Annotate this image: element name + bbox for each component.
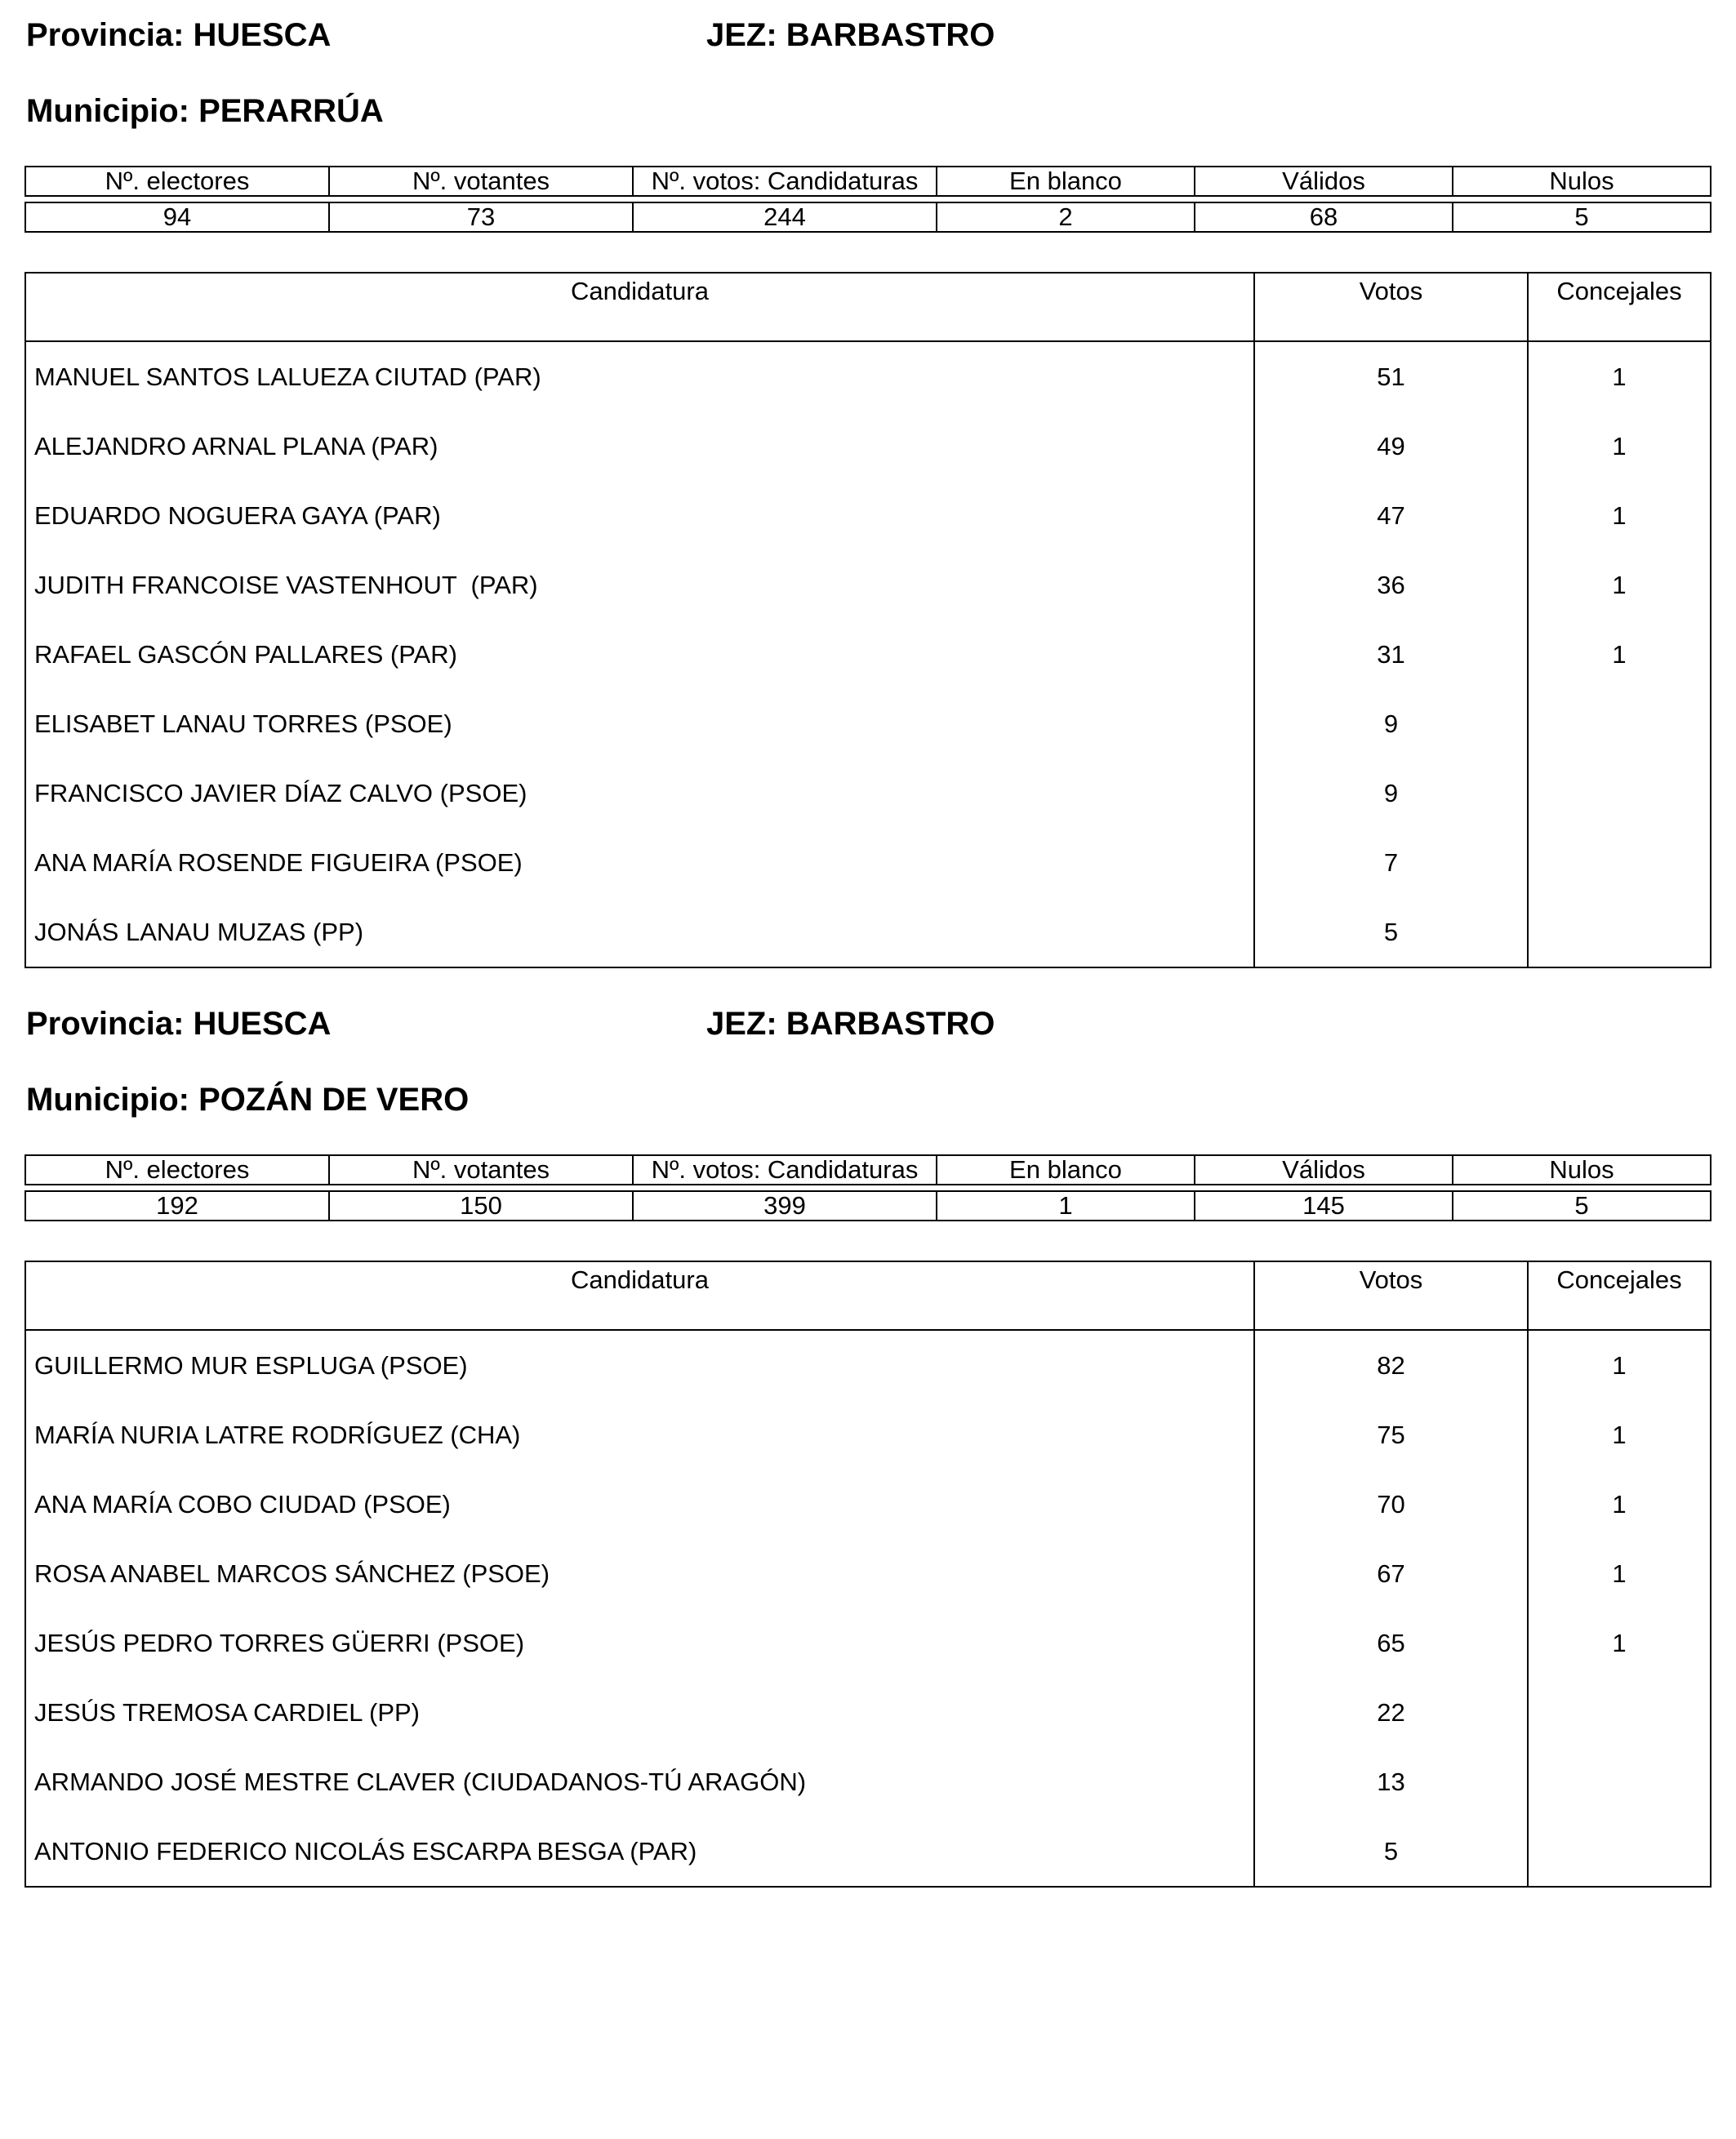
municipality-title: Municipio: PERARRÚA xyxy=(26,93,384,129)
candidate-councillors xyxy=(1528,1747,1711,1817)
table-row xyxy=(25,897,1711,967)
candidate-councillors: 1 xyxy=(1528,1400,1711,1470)
candidate-name: ARMANDO JOSÉ MESTRE CLAVER (CIUDADANOS-TÚ ARAGÓN) xyxy=(25,1747,1254,1817)
summary-value-cell: 150 xyxy=(329,1191,633,1221)
table-row xyxy=(25,1470,1711,1539)
summary-value-row xyxy=(25,1191,1711,1221)
summary-value-cell: 192 xyxy=(25,1191,329,1221)
summary-header-cell: Nº. electores xyxy=(25,1155,329,1185)
province-label: Provincia: HUESCA xyxy=(26,17,332,53)
summary-table xyxy=(24,1154,1712,1221)
candidate-name: GUILLERMO MUR ESPLUGA (PSOE) xyxy=(25,1330,1254,1400)
table-row xyxy=(25,1539,1711,1608)
candidate-name: RAFAEL GASCÓN PALLARES (PAR) xyxy=(25,620,1254,689)
candidate-votes: 9 xyxy=(1254,689,1528,758)
candidate-councillors: 1 xyxy=(1528,620,1711,689)
summary-value-cell: 68 xyxy=(1195,202,1453,232)
table-row xyxy=(25,758,1711,828)
candidate-name: ANTONIO FEDERICO NICOLÁS ESCARPA BESGA (PAR) xyxy=(25,1817,1254,1887)
candidate-councillors: 1 xyxy=(1528,341,1711,411)
summary-value-cell: 5 xyxy=(1453,1191,1711,1221)
candidate-votes: 36 xyxy=(1254,550,1528,620)
summary-header-cell: Nulos xyxy=(1453,1155,1711,1185)
candidate-votes: 22 xyxy=(1254,1678,1528,1747)
summary-value-cell: 73 xyxy=(329,202,633,232)
votos-header: Votos xyxy=(1254,1261,1528,1330)
candidate-councillors xyxy=(1528,1678,1711,1747)
candidate-votes: 47 xyxy=(1254,481,1528,550)
candidate-votes: 5 xyxy=(1254,897,1528,967)
candidate-votes: 31 xyxy=(1254,620,1528,689)
summary-header-cell: Nº. votos: Candidaturas xyxy=(633,1155,937,1185)
summary-header-cell: Nulos xyxy=(1453,167,1711,196)
candidate-councillors xyxy=(1528,828,1711,897)
summary-value-cell: 244 xyxy=(633,202,937,232)
candidate-votes: 7 xyxy=(1254,828,1528,897)
municipality-title: Municipio: POZÁN DE VERO xyxy=(26,1082,470,1118)
jez-label: JEZ: BARBASTRO xyxy=(706,17,995,53)
summary-header-cell: Válidos xyxy=(1195,167,1453,196)
summary-value-cell: 399 xyxy=(633,1191,937,1221)
summary-value-cell: 94 xyxy=(25,202,329,232)
candidate-councillors xyxy=(1528,1817,1711,1887)
candidate-name: JESÚS TREMOSA CARDIEL (PP) xyxy=(25,1678,1254,1747)
candidate-name: MARÍA NURIA LATRE RODRÍGUEZ (CHA) xyxy=(25,1400,1254,1470)
candidate-councillors: 1 xyxy=(1528,481,1711,550)
summary-header-cell: Válidos xyxy=(1195,1155,1453,1185)
summary-value-cell: 1 xyxy=(937,1191,1195,1221)
table-row xyxy=(25,1817,1711,1887)
province-label: Provincia: HUESCA xyxy=(26,1006,332,1042)
candidate-votes: 9 xyxy=(1254,758,1528,828)
section-header xyxy=(24,1003,1710,1044)
summary-header-cell: Nº. votantes xyxy=(329,167,633,196)
candidate-councillors xyxy=(1528,897,1711,967)
summary-header-cell: Nº. votos: Candidaturas xyxy=(633,167,937,196)
table-row xyxy=(25,689,1711,758)
candidate-votes: 51 xyxy=(1254,341,1528,411)
candidate-name: JESÚS PEDRO TORRES GÜERRI (PSOE) xyxy=(25,1608,1254,1678)
summary-table xyxy=(24,166,1712,233)
candidate-name: FRANCISCO JAVIER DÍAZ CALVO (PSOE) xyxy=(25,758,1254,828)
candidate-councillors: 1 xyxy=(1528,1608,1711,1678)
table-row xyxy=(25,1330,1711,1400)
candidates-table xyxy=(24,272,1712,968)
candidatura-header: Candidatura xyxy=(25,1261,1254,1330)
candidate-name: MANUEL SANTOS LALUEZA CIUTAD (PAR) xyxy=(25,341,1254,411)
table-row xyxy=(25,1747,1711,1817)
candidate-councillors: 1 xyxy=(1528,550,1711,620)
candidate-name: ELISABET LANAU TORRES (PSOE) xyxy=(25,689,1254,758)
candidate-votes: 70 xyxy=(1254,1470,1528,1539)
table-row xyxy=(25,1608,1711,1678)
table-row xyxy=(25,550,1711,620)
table-row xyxy=(25,481,1711,550)
candidate-councillors: 1 xyxy=(1528,411,1711,481)
jez-label: JEZ: BARBASTRO xyxy=(706,1006,995,1042)
candidate-votes: 5 xyxy=(1254,1817,1528,1887)
candidate-councillors: 1 xyxy=(1528,1330,1711,1400)
candidate-name: ANA MARÍA ROSENDE FIGUEIRA (PSOE) xyxy=(25,828,1254,897)
candidate-name: JONÁS LANAU MUZAS (PP) xyxy=(25,897,1254,967)
table-row xyxy=(25,411,1711,481)
candidate-name: JUDITH FRANCOISE VASTENHOUT (PAR) xyxy=(25,550,1254,620)
summary-header-row xyxy=(25,1155,1711,1185)
candidate-name: ALEJANDRO ARNAL PLANA (PAR) xyxy=(25,411,1254,481)
table-row xyxy=(25,1678,1711,1747)
votos-header: Votos xyxy=(1254,273,1528,341)
summary-header-cell: En blanco xyxy=(937,167,1195,196)
concejales-header: Concejales xyxy=(1528,1261,1711,1330)
summary-header-cell: En blanco xyxy=(937,1155,1195,1185)
candidate-name: ROSA ANABEL MARCOS SÁNCHEZ (PSOE) xyxy=(25,1539,1254,1608)
candidate-votes: 65 xyxy=(1254,1608,1528,1678)
municipality-section xyxy=(24,15,1710,946)
candidates-header-row xyxy=(25,273,1711,341)
municipality-section xyxy=(24,1003,1710,1866)
candidate-votes: 75 xyxy=(1254,1400,1528,1470)
candidatura-header: Candidatura xyxy=(25,273,1254,341)
candidate-councillors: 1 xyxy=(1528,1470,1711,1539)
candidate-councillors xyxy=(1528,758,1711,828)
candidates-table xyxy=(24,1261,1712,1888)
concejales-header: Concejales xyxy=(1528,273,1711,341)
summary-header-cell: Nº. votantes xyxy=(329,1155,633,1185)
candidate-votes: 49 xyxy=(1254,411,1528,481)
table-row xyxy=(25,620,1711,689)
candidate-councillors xyxy=(1528,689,1711,758)
section-header xyxy=(24,15,1710,56)
summary-value-cell: 2 xyxy=(937,202,1195,232)
candidate-councillors: 1 xyxy=(1528,1539,1711,1608)
candidate-name: ANA MARÍA COBO CIUDAD (PSOE) xyxy=(25,1470,1254,1539)
summary-header-row xyxy=(25,167,1711,196)
candidate-votes: 67 xyxy=(1254,1539,1528,1608)
summary-value-cell: 5 xyxy=(1453,202,1711,232)
summary-value-cell: 145 xyxy=(1195,1191,1453,1221)
summary-header-cell: Nº. electores xyxy=(25,167,329,196)
candidate-votes: 13 xyxy=(1254,1747,1528,1817)
candidate-name: EDUARDO NOGUERA GAYA (PAR) xyxy=(25,481,1254,550)
table-row xyxy=(25,828,1711,897)
summary-value-row xyxy=(25,202,1711,232)
table-row xyxy=(25,1400,1711,1470)
table-row xyxy=(25,341,1711,411)
candidates-header-row xyxy=(25,1261,1711,1330)
candidate-votes: 82 xyxy=(1254,1330,1528,1400)
